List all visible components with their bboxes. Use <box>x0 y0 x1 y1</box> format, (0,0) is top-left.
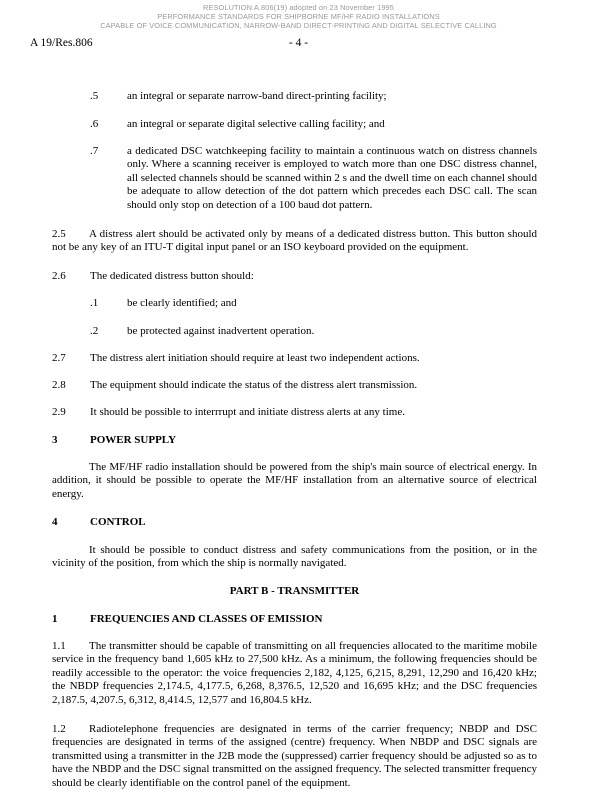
section-number: 3 <box>52 434 58 446</box>
paragraph-1-1 <box>52 640 537 707</box>
item-text: be clearly identified; and <box>127 297 237 309</box>
item-number: .6 <box>90 118 99 130</box>
item-number: .2 <box>90 325 99 337</box>
paragraph-text: The dedicated distress button should: <box>90 270 254 282</box>
header-resolution-line: RESOLUTION A.806(19) adopted on 23 November 1995 <box>203 3 394 12</box>
paragraph-number: 2.7 <box>52 352 66 364</box>
item-number: .5 <box>90 90 99 102</box>
paragraph-number: 2.8 <box>52 379 66 391</box>
paragraph-2-5 <box>52 228 537 255</box>
paragraph-number: 1.1 <box>52 640 66 652</box>
section-text: It should be possible to conduct distress and safety communications from the position, or in the vicinity of the position, from which the ship is normally navigated. <box>52 544 537 570</box>
paragraph-text: A distress alert should be activated only by means of a dedicated distress button. This button should not be any key of an ITU-T digital input panel or an ISO keyboard provided on the equipment. <box>52 228 537 254</box>
paragraph-text: The distress alert initiation should require at least two independent actions. <box>90 352 420 364</box>
paragraph-1-2 <box>52 723 537 790</box>
paragraph-number: 2.9 <box>52 406 66 418</box>
item-text: an integral or separate digital selective calling facility; and <box>127 118 385 130</box>
section-number: 1 <box>52 613 58 625</box>
item-text: an integral or separate narrow-band direct-printing facility; <box>127 90 387 102</box>
paragraph-text: It should be possible to interrrupt and initiate distress alerts at any time. <box>90 406 405 418</box>
item-number: .7 <box>90 145 99 157</box>
section-heading: FREQUENCIES AND CLASSES OF EMISSION <box>90 613 323 625</box>
item-text: a dedicated DSC watchkeeping facility to maintain a continuous watch on distress channels only. Where a scanning receiver is employed to watch more than one DSC distress channel, all selected channels should be scanned within 2 s and the dwell time on each channel should be adequate to allow detection of the dot pattern which precedes each DSC call. The scan should only stop on detection of a 100 baud dot pattern. <box>127 145 537 211</box>
section-heading: POWER SUPPLY <box>90 434 177 446</box>
item-text: be protected against inadvertent operation. <box>127 325 315 337</box>
header-title-line: PERFORMANCE STANDARDS FOR SHIPBORNE MF/HF RADIO INSTALLATIONS <box>157 12 440 21</box>
paragraph-text: Radiotelephone frequencies are designated in terms of the carrier frequency; NBDP and DSC frequencies are designated in terms of the assigned (centre) frequency. When NBDP and DSC signals are transmitted using a transmitter in the J2B mode the (suppressed) carrier frequency should be adjusted so as to have the NBDP and the DSC signal transmitted on the assigned frequency. The selected transmitter frequency should be clearly identifiable on the control panel of the equipment. <box>52 723 537 789</box>
section-heading: CONTROL <box>90 516 146 528</box>
paragraph-number: 2.5 <box>52 228 66 240</box>
section-text: The MF/HF radio installation should be powered from the ship's main source of electrical energy. In addition, it should be possible to operate the MF/HF installation from an alternative source of electrical energy. <box>52 461 537 500</box>
paragraph-text: The transmitter should be capable of transmitting on all frequencies allocated to the maritime mobile service in the frequency band 1,605 kHz to 27,500 kHz. As a minimum, the following frequencies should be readily accessible to the operator: the voice frequencies 2,182, 4,125, 6,215, 8,291, 12,290 and 16,420 kHz; the NBDP frequencies 2,174.5, 4,177.5, 6,268, 8,376.5, 12,520 and 16,695 kHz; and the DSC frequencies 2,187.5, 4,207.5, 6,312, 8,414.5, 12,577 and 16,804.5 kHz. <box>52 640 537 706</box>
page-number: - 4 - <box>288 37 309 49</box>
paragraph-number: 1.2 <box>52 723 66 735</box>
item-number: .1 <box>90 297 99 309</box>
header-subtitle-line: CAPABLE OF VOICE COMMUNICATION, NARROW-BAND DIRECT-PRINTING AND DIGITAL SELECTIVE CALLING <box>100 21 497 30</box>
paragraph-number: 2.6 <box>52 270 66 282</box>
document-reference: A 19/Res.806 <box>30 37 93 49</box>
part-heading: PART B - TRANSMITTER <box>229 585 360 597</box>
paragraph-text: The equipment should indicate the status of the distress alert transmission. <box>90 379 418 391</box>
section-number: 4 <box>52 516 58 528</box>
